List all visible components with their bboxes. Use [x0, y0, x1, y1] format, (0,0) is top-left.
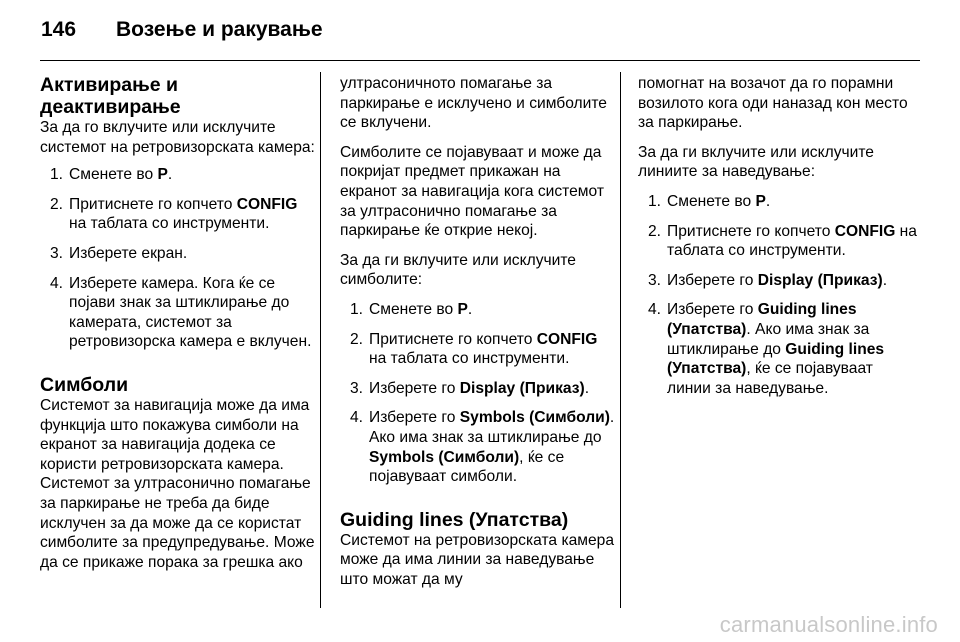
symbols-paragraph: Системот за навигација може да има функција што покажува симболи на екранот за навигација додека се користи ретровизорската камера. Системот за ултрасонично помагање за паркирање не треба да биде исклучен за да може да се користат симболите за предупредување. Може да се прикаже порака за грешка ако [40, 396, 315, 571]
column-2 [340, 74, 616, 589]
symbols-intro: За да ги вклучите или исклучите симболите: [340, 251, 576, 289]
list-item: 2. Притиснете го копчето CONFIG на таблата со инструменти. [49, 195, 298, 233]
list-item: 2. Притиснете го копчето CONFIG на таблата со инструменти. [349, 330, 598, 368]
section-heading-symbols: Симболи [40, 373, 129, 396]
list-item: 1. Сменете во P. [647, 192, 771, 210]
column-3 [638, 74, 920, 408]
activation-intro: За да го вклучите или исклучите системот на ретровизорската камера: [40, 119, 315, 156]
list-item: 4. Изберете го Guiding lines (Упатства). Ако има знак за штиклирање до Guiding lines (Упатства), ќе се појавуваат линии за наведување. [647, 301, 885, 397]
list-item: 1. Сменете во P. [49, 166, 173, 184]
symbols-paragraph-2: Симболите се појавуваат и може да покријат предмет прикажан на екранот за навигација кога системот за ултрасонично помагање за паркирање ќе открие некој. [340, 143, 604, 240]
column-divider-2 [620, 72, 621, 608]
column-1 [40, 74, 316, 572]
list-item: 4. Изберете го Symbols (Симболи). Ако има знак за штиклирање до Symbols (Симболи), ќе се појавуваат симболи. [349, 409, 615, 486]
list-item: 2. Притиснете го копчето CONFIG на таблата со инструменти. [647, 222, 917, 260]
list-item: 4. Изберете камера. Кога ќе се појави знак за штиклирање до камерата, системот за ретровизорска камера е вклучен. [49, 274, 312, 351]
activation-steps [40, 165, 316, 352]
list-item: 3. Изберете екран. [49, 244, 188, 262]
guiding-lines-paragraph-cont: помогнат на возачот да го порамни возилото кога оди наназад кон место за паркирање. [638, 75, 908, 132]
section-heading-guiding-lines: Guiding lines (Упатства) [340, 508, 569, 531]
guiding-lines-steps [638, 192, 920, 398]
chapter-title: Возење и ракување [116, 18, 323, 41]
guiding-lines-intro: За да ги вклучите или исклучите линиите за наведување: [638, 143, 874, 181]
section-heading-activation: Активирање и деактивирање [40, 74, 181, 118]
page-number: 146 [41, 18, 77, 41]
symbols-steps [340, 300, 616, 487]
page-header [41, 18, 323, 48]
list-item: 3. Изберете го Display (Приказ). [349, 379, 590, 397]
watermark: carmanualsonline.info [719, 612, 938, 637]
header-divider [40, 60, 920, 61]
guiding-lines-paragraph: Системот на ретровизорската камера може да има линии за наведување што можат да му [340, 531, 615, 588]
symbols-paragraph-cont: ултрасоничното помагање за паркирање е исклучено и симболите се вклучени. [340, 75, 607, 132]
list-item: 3. Изберете го Display (Приказ). [647, 271, 888, 289]
column-divider-1 [320, 72, 321, 608]
list-item: 1. Сменете во P. [349, 300, 473, 318]
